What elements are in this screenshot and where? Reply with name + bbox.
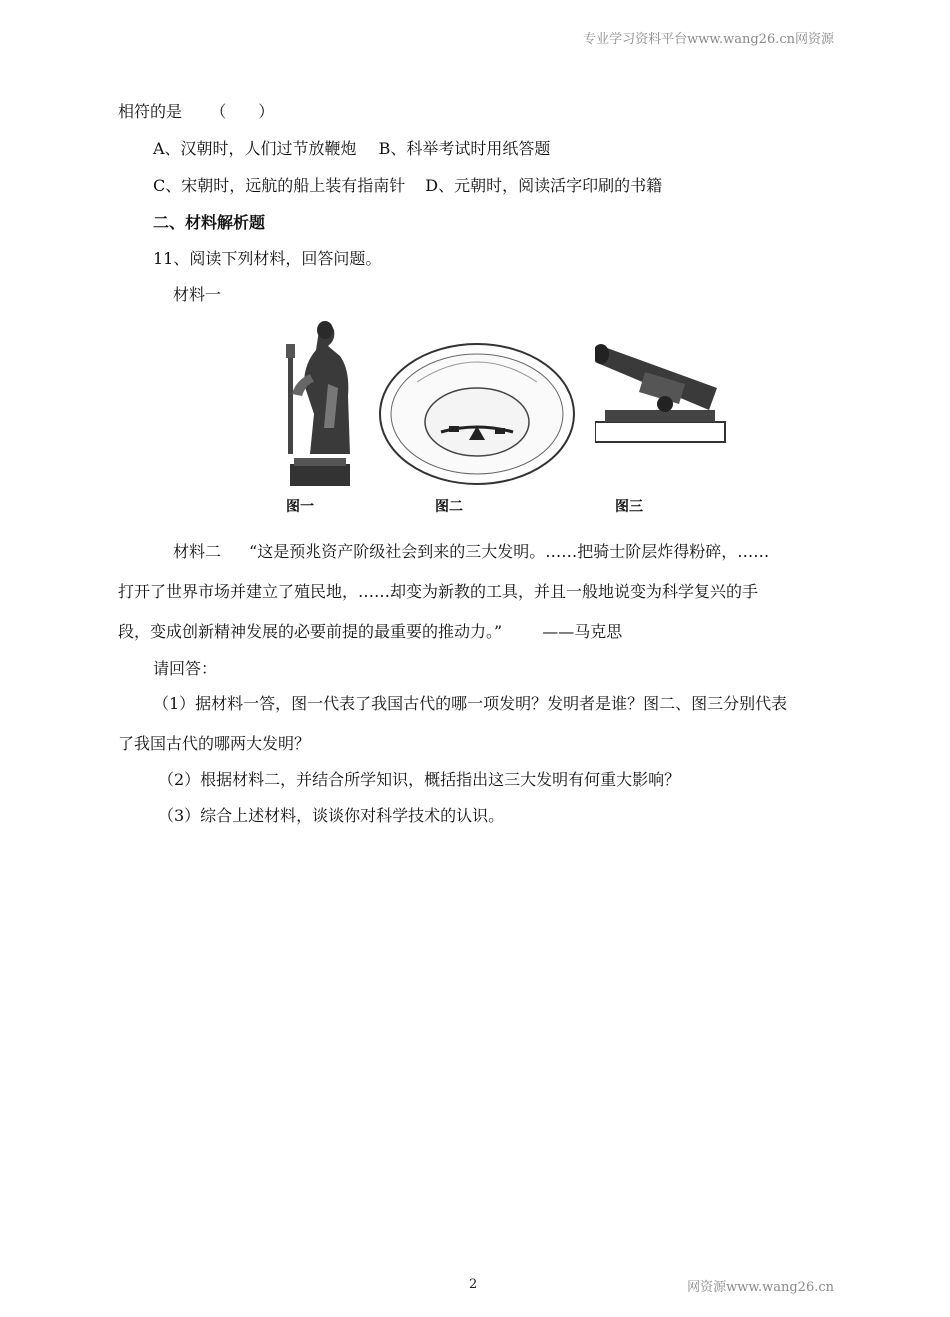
options-row-2: [153, 176, 662, 196]
material2-quote-end: 段，变成创新精神发展的必要前提的最重要的推动力。”: [118, 622, 503, 641]
page-number: 2: [469, 1277, 478, 1292]
material2-source: ——马克思: [542, 622, 623, 641]
statue-icon: [280, 314, 370, 494]
material1-label: 材料一: [173, 285, 222, 304]
subquestion-2: （2）根据材料二，并结合所学知识，概括指出这三大发明有何重大影响？: [158, 770, 681, 789]
page-footer: 网资源www.wang26.cn: [687, 1280, 834, 1295]
figure3-caption: 图三: [615, 499, 643, 515]
figure-group: [255, 312, 735, 522]
question11-stem: 11、阅读下列材料，回答问题。: [153, 249, 382, 268]
material2-quote-start: “这是预兆资产阶级社会到来的三大发明。……把骑士阶层炸得粉碎，……: [249, 542, 770, 561]
material2-line2: 打开了世界市场并建立了殖民地，……却变为新教的工具，并且一般地说变为科学复兴的手: [118, 582, 759, 601]
answer-prompt: 请回答：: [153, 659, 218, 678]
option-c: C、宋朝时，远航的船上装有指南针: [153, 176, 406, 195]
compass-plate-icon: [377, 342, 577, 487]
option-a: A、汉朝时，人们过节放鞭炮: [153, 139, 357, 158]
material2-line1: [173, 542, 769, 562]
figure2-caption: 图二: [435, 499, 463, 515]
section-title: 二、材料解析题: [153, 213, 266, 232]
option-d: D、元朝时，阅读活字印刷的书籍: [425, 176, 663, 195]
page-header: 专业学习资料平台www.wang26.cn网资源: [583, 32, 834, 47]
figure1-caption: 图一: [286, 499, 314, 515]
subquestion-3: （3）综合上述材料，谈谈你对科学技术的认识。: [158, 806, 505, 825]
answer-paren: （ ）: [210, 102, 275, 121]
subquestion-1-line1: （1）据材料一答，图一代表了我国古代的哪一项发明？发明者是谁？图二、图三分别代表: [153, 694, 788, 713]
cannon-icon: [595, 342, 735, 452]
options-row-1: [153, 139, 550, 159]
option-b: B、科举考试时用纸答题: [378, 139, 551, 158]
question10-tail: [118, 102, 274, 122]
question10-tail-text: 相符的是: [118, 102, 183, 121]
material2-label: 材料二: [173, 542, 222, 561]
subquestion-1-line2: 了我国古代的哪两大发明？: [118, 734, 311, 753]
material2-line3: [118, 622, 622, 642]
